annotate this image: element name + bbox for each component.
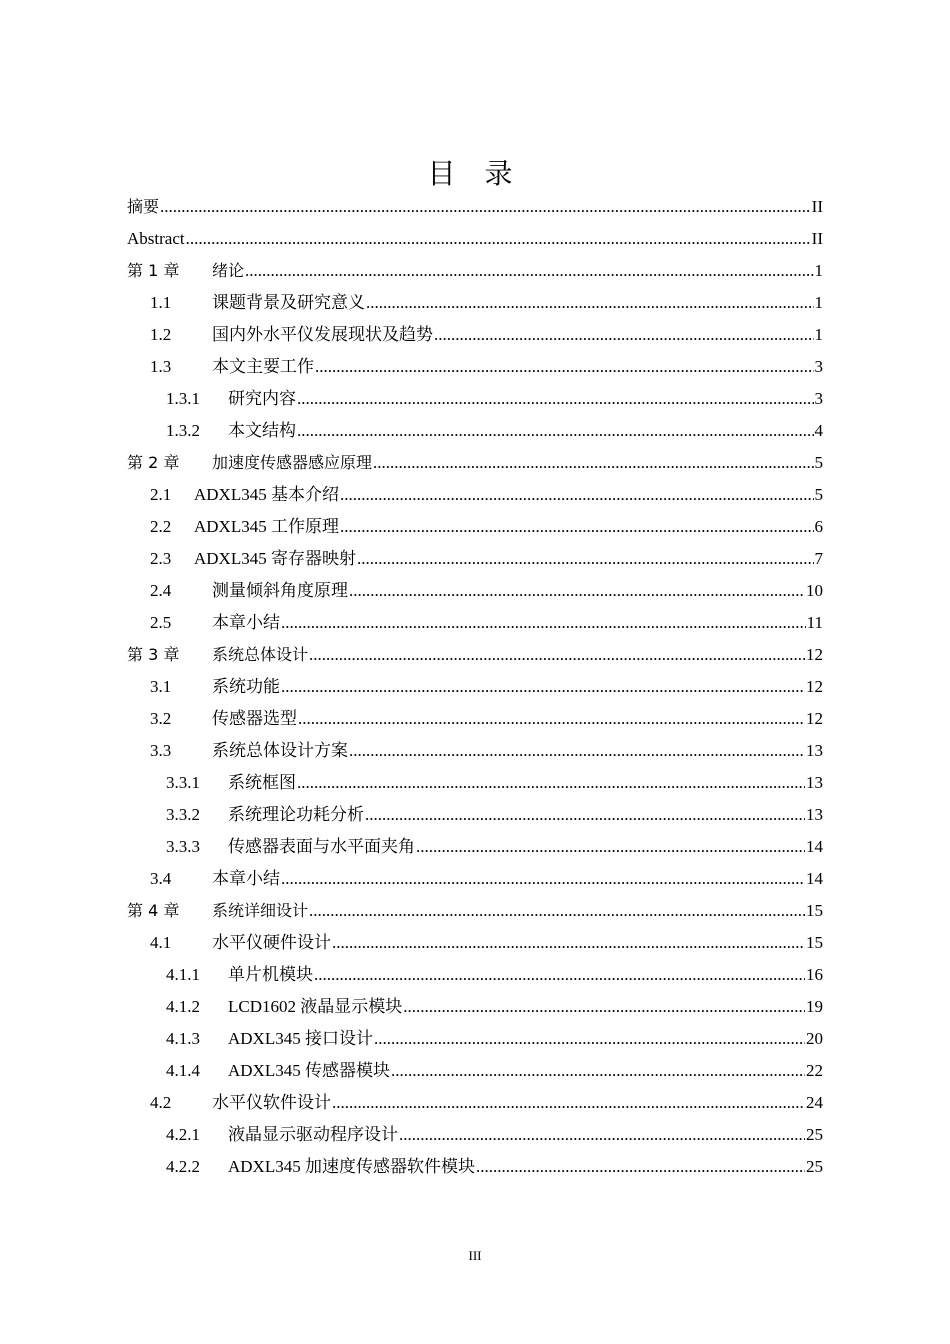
toc-entry[interactable]	[127, 960, 823, 992]
toc-entry-number: 1.2	[150, 325, 172, 344]
toc-leader-dots	[314, 960, 805, 990]
toc-entry[interactable]	[127, 896, 823, 928]
toc-entry-number: 1.3	[150, 357, 172, 376]
toc-entry-label: 系统框图	[228, 773, 296, 792]
toc-entry-number: 4.1.2	[166, 997, 200, 1016]
toc-entry[interactable]	[127, 512, 823, 544]
toc-entry-label: 液晶显示驱动程序设计	[228, 1125, 398, 1144]
toc-entry-number: 4.1.4	[166, 1061, 200, 1080]
toc-entry[interactable]	[127, 1056, 823, 1088]
toc-entry-label: 系统总体设计	[212, 645, 309, 664]
toc-entry-number: 1.3.2	[166, 421, 200, 440]
toc-leader-dots	[416, 832, 805, 862]
toc-entry-page: 22	[806, 1061, 823, 1080]
toc-entry[interactable]	[127, 672, 823, 704]
toc-entry-label: 绪论	[212, 261, 245, 280]
toc-entry-label: ADXL345 寄存器映射	[194, 549, 356, 568]
toc-leader-dots	[245, 256, 813, 286]
toc-leader-dots	[434, 320, 814, 350]
toc-leader-dots	[297, 416, 814, 446]
toc-entry-page: 4	[814, 421, 823, 440]
toc-entry-label: 课题背景及研究意义	[212, 293, 365, 312]
toc-leader-dots	[476, 1152, 805, 1182]
toc-entry-label: 摘要	[127, 197, 160, 216]
toc-entry-label: ADXL345 工作原理	[194, 517, 339, 536]
toc-entry[interactable]	[127, 576, 823, 608]
toc-leader-dots	[297, 384, 814, 414]
toc-leader-dots	[332, 1088, 805, 1118]
toc-entry[interactable]	[127, 864, 823, 896]
toc-entry-page: 15	[806, 933, 823, 952]
page-number: III	[468, 1248, 482, 1263]
toc-entry-label: 系统功能	[212, 677, 280, 696]
toc-entry[interactable]	[127, 544, 823, 576]
toc-entry[interactable]	[127, 224, 823, 256]
toc-leader-dots	[332, 928, 805, 958]
toc-leader-dots	[281, 672, 805, 702]
toc-leader-dots	[315, 352, 814, 382]
toc-leader-dots	[281, 608, 806, 638]
toc-entry-label: 水平仪硬件设计	[212, 933, 331, 952]
toc-entry-page: 13	[806, 741, 823, 760]
toc-entry-page: 1	[814, 261, 823, 280]
toc-entry-number: 3.3.3	[166, 837, 200, 856]
toc-entry[interactable]	[127, 832, 823, 864]
toc-entry-page: 5	[814, 485, 823, 504]
toc-entry-page: 5	[814, 453, 823, 472]
toc-entry-page: 1	[814, 325, 823, 344]
toc-entry-label: 单片机模块	[228, 965, 313, 984]
toc-leader-dots	[298, 704, 805, 734]
toc-entry-label: ADXL345 传感器模块	[228, 1061, 390, 1080]
toc-entry-number: 第 3 章	[127, 645, 180, 664]
toc-entry[interactable]	[127, 288, 823, 320]
table-of-contents	[127, 192, 823, 1184]
toc-entry-page: 13	[806, 773, 823, 792]
toc-entry-page: 19	[806, 997, 823, 1016]
toc-entry-number: 4.1.1	[166, 965, 200, 984]
toc-entry-page: 12	[806, 709, 823, 728]
toc-entry[interactable]	[127, 608, 823, 640]
toc-entry[interactable]	[127, 480, 823, 512]
toc-entry[interactable]	[127, 1120, 823, 1152]
toc-entry-page: 20	[806, 1029, 823, 1048]
toc-entry-number: 4.2	[150, 1093, 172, 1112]
toc-entry-number: 2.3	[150, 549, 172, 568]
toc-entry-number: 2.5	[150, 613, 172, 632]
toc-entry-number: 2.1	[150, 485, 172, 504]
toc-entry-page: 24	[806, 1093, 823, 1112]
toc-entry[interactable]	[127, 320, 823, 352]
toc-entry-number: 2.4	[150, 581, 172, 600]
toc-entry[interactable]	[127, 800, 823, 832]
toc-entry-label: 系统总体设计方案	[212, 741, 348, 760]
toc-entry-page: 14	[806, 837, 823, 856]
toc-entry-label: ADXL345 基本介绍	[194, 485, 339, 504]
toc-entry-number: 4.1	[150, 933, 172, 952]
toc-entry[interactable]	[127, 448, 823, 480]
toc-entry-number: 4.2.2	[166, 1157, 200, 1176]
toc-entry-number: 2.2	[150, 517, 172, 536]
toc-entry-label: 传感器选型	[212, 709, 297, 728]
toc-leader-dots	[297, 768, 805, 798]
toc-entry-page: 3	[814, 357, 823, 376]
toc-entry-number: 3.3.2	[166, 805, 200, 824]
toc-leader-dots	[186, 224, 811, 254]
toc-entry[interactable]	[127, 352, 823, 384]
toc-entry-number: 4.2.1	[166, 1125, 200, 1144]
toc-leader-dots	[160, 192, 811, 222]
toc-entry-page: 13	[806, 805, 823, 824]
toc-entry-number: 3.3.1	[166, 773, 200, 792]
toc-leader-dots	[399, 1120, 805, 1150]
toc-leader-dots	[403, 992, 805, 1022]
toc-entry[interactable]	[127, 928, 823, 960]
toc-entry[interactable]	[127, 704, 823, 736]
toc-entry-label: Abstract	[127, 229, 185, 248]
toc-entry-page: 25	[806, 1157, 823, 1176]
toc-entry-page: 12	[806, 645, 823, 664]
toc-entry[interactable]	[127, 256, 823, 288]
toc-leader-dots	[391, 1056, 805, 1086]
toc-entry-label: 系统详细设计	[212, 901, 309, 920]
toc-entry[interactable]	[127, 192, 823, 224]
toc-entry-label: 本章小结	[212, 613, 280, 632]
toc-entry[interactable]	[127, 1152, 823, 1184]
toc-entry-label: 本章小结	[212, 869, 280, 888]
toc-entry-number: 4.1.3	[166, 1029, 200, 1048]
toc-entry-number: 第 1 章	[127, 261, 180, 280]
toc-leader-dots	[340, 512, 814, 542]
toc-entry-page: 25	[806, 1125, 823, 1144]
page-title: 目 录	[427, 157, 523, 190]
toc-entry-number: 3.2	[150, 709, 172, 728]
toc-entry-page: 14	[806, 869, 823, 888]
toc-entry[interactable]	[127, 640, 823, 672]
toc-leader-dots	[340, 480, 814, 510]
toc-entry-label: 加速度传感器感应原理	[212, 453, 373, 472]
toc-entry-page: 15	[806, 901, 823, 920]
toc-entry-label: 系统理论功耗分析	[228, 805, 364, 824]
toc-entry-number: 第 2 章	[127, 453, 180, 472]
toc-entry-page: 11	[806, 613, 823, 632]
toc-entry-page: 1	[814, 293, 823, 312]
toc-entry[interactable]	[127, 1024, 823, 1056]
toc-leader-dots	[309, 640, 805, 670]
toc-entry-label: LCD1602 液晶显示模块	[228, 997, 403, 1016]
toc-entry[interactable]	[127, 736, 823, 768]
toc-entry[interactable]	[127, 768, 823, 800]
toc-entry-page: 10	[806, 581, 823, 600]
toc-leader-dots	[373, 448, 813, 478]
toc-entry-label: ADXL345 接口设计	[228, 1029, 373, 1048]
toc-entry-page: 7	[814, 549, 823, 568]
toc-entry-page: II	[811, 229, 823, 248]
toc-leader-dots	[309, 896, 805, 926]
toc-leader-dots	[374, 1024, 805, 1054]
toc-entry-label: 测量倾斜角度原理	[212, 581, 348, 600]
toc-entry-number: 1.3.1	[166, 389, 200, 408]
toc-entry-page: 6	[814, 517, 823, 536]
toc-entry-page: 16	[806, 965, 823, 984]
toc-leader-dots	[349, 576, 805, 606]
toc-entry-label: 本文主要工作	[212, 357, 314, 376]
toc-entry-number: 3.4	[150, 869, 172, 888]
toc-entry-number: 1.1	[150, 293, 172, 312]
toc-entry[interactable]	[127, 384, 823, 416]
toc-entry-page: 12	[806, 677, 823, 696]
toc-entry-label: 研究内容	[228, 389, 296, 408]
toc-entry-label: 水平仪软件设计	[212, 1093, 331, 1112]
toc-leader-dots	[281, 864, 805, 894]
toc-leader-dots	[349, 736, 805, 766]
toc-entry-number: 第 4 章	[127, 901, 180, 920]
toc-entry-number: 3.1	[150, 677, 172, 696]
toc-entry-label: 传感器表面与水平面夹角	[228, 837, 415, 856]
toc-entry-page: II	[811, 197, 823, 216]
toc-entry-label: 本文结构	[228, 421, 296, 440]
toc-leader-dots	[366, 288, 814, 318]
toc-entry-number: 3.3	[150, 741, 172, 760]
toc-entry[interactable]	[127, 416, 823, 448]
toc-leader-dots	[365, 800, 805, 830]
toc-leader-dots	[357, 544, 814, 574]
toc-entry-label: ADXL345 加速度传感器软件模块	[228, 1157, 475, 1176]
toc-entry-label: 国内外水平仪发展现状及趋势	[212, 325, 433, 344]
toc-entry[interactable]	[127, 1088, 823, 1120]
toc-entry[interactable]	[127, 992, 823, 1024]
toc-entry-page: 3	[814, 389, 823, 408]
